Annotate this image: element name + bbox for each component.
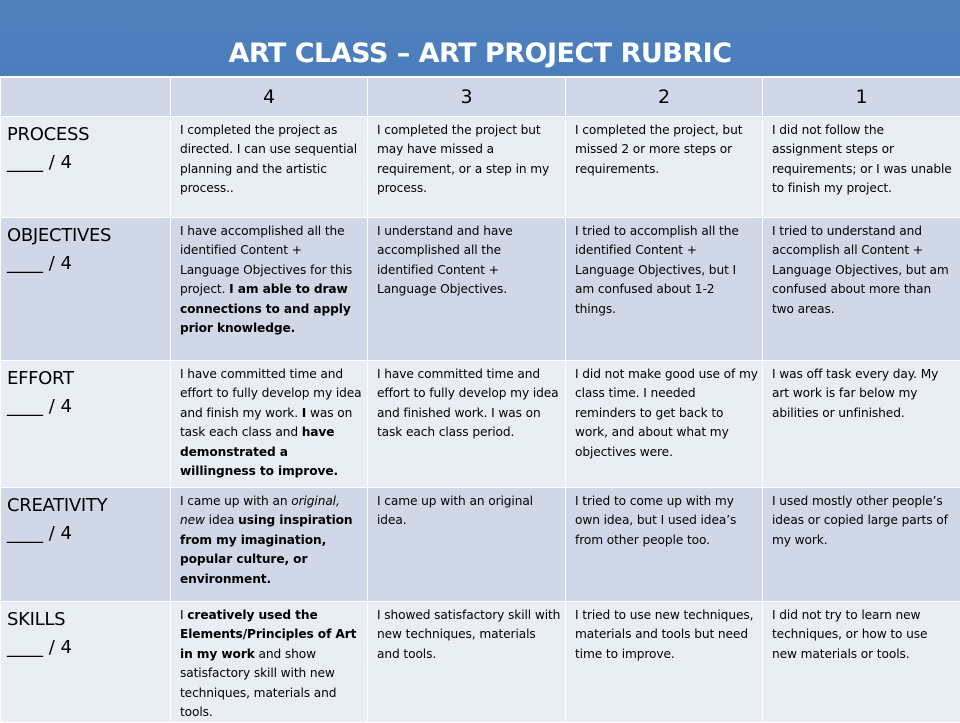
criterion-cell xyxy=(763,602,960,723)
criterion-text: I tried to come up with my own idea, but I used idea’s from other people too. xyxy=(575,494,736,547)
criterion-text: I tried to use new techniques, materials and tools but need time to improve. xyxy=(575,608,753,661)
criterion-text: I completed the project, but missed 2 or more steps or requirements. xyxy=(575,123,742,176)
criterion-text: have demonstrated a willingness to improve. xyxy=(180,425,338,478)
rubric-row-creativity xyxy=(1,488,960,602)
rubric-row-process xyxy=(1,117,960,218)
criterion-text: original, new xyxy=(180,494,340,527)
criterion-text: I xyxy=(302,406,306,420)
criterion-text: I am able to draw connections to and apply prior knowledge. xyxy=(180,282,351,335)
rubric-row-skills xyxy=(1,602,960,723)
criterion-cell xyxy=(763,488,960,602)
criterion-text: I completed the project but may have missed a requirement, or a step in my process. xyxy=(377,123,549,195)
criterion-text: I did not make good use of my class time. I needed reminders to get back to work, and about what my objectives were. xyxy=(575,367,758,459)
score-blank: ____ / 4 xyxy=(7,393,170,421)
score-blank: ____ / 4 xyxy=(7,149,170,177)
criterion-text: I have accomplished all the identified Content + Language Objectives for this project. xyxy=(180,224,352,296)
criterion-cell xyxy=(566,361,763,488)
criterion-text: I showed satisfactory skill with new techniques, materials and tools. xyxy=(377,608,560,661)
category-name: CREATIVITY xyxy=(7,492,170,520)
criterion-cell xyxy=(171,361,368,488)
criterion-cell xyxy=(566,602,763,723)
criterion-cell xyxy=(171,602,368,723)
header-empty xyxy=(1,78,171,117)
category-cell xyxy=(1,488,171,602)
category-cell xyxy=(1,117,171,218)
criterion-text: I have committed time and effort to fully develop my idea and finished work. I was on task each class period. xyxy=(377,367,559,439)
rubric-row-effort xyxy=(1,361,960,488)
criterion-cell xyxy=(763,117,960,218)
criterion-text: I completed the project as directed. I can use sequential planning and the artistic process.. xyxy=(180,123,357,195)
header-score-2: 2 xyxy=(566,78,763,117)
criterion-cell xyxy=(368,602,566,723)
category-cell xyxy=(1,361,171,488)
criterion-cell xyxy=(566,117,763,218)
criterion-text: I understand and have accomplished all the identified Content + Language Objectives. xyxy=(377,224,513,296)
category-name: PROCESS xyxy=(7,121,170,149)
score-blank: ____ / 4 xyxy=(7,250,170,278)
criterion-cell xyxy=(368,361,566,488)
score-blank: ____ / 4 xyxy=(7,520,170,548)
criterion-text: I came up with an xyxy=(180,494,291,508)
criterion-text: using inspiration from my imagination, popular culture, or environment. xyxy=(180,513,353,585)
criterion-cell xyxy=(171,488,368,602)
criterion-text: I was off task every day. My art work is far below my abilities or unfinished. xyxy=(772,367,938,420)
criterion-cell xyxy=(171,117,368,218)
criterion-text: was on task each class and xyxy=(180,406,352,439)
criterion-text: idea xyxy=(205,513,238,527)
category-cell xyxy=(1,602,171,723)
criterion-cell xyxy=(566,218,763,361)
category-name: OBJECTIVES xyxy=(7,222,170,250)
criterion-cell xyxy=(171,218,368,361)
criterion-cell xyxy=(763,218,960,361)
criterion-text: I xyxy=(180,608,187,622)
title-bar xyxy=(0,0,960,77)
criterion-text: I tried to understand and accomplish all Content + Language Objectives, but am confused about more than two areas. xyxy=(772,224,949,316)
header-score-4: 4 xyxy=(171,78,368,117)
criterion-cell xyxy=(763,361,960,488)
category-cell xyxy=(1,218,171,361)
header-score-1: 1 xyxy=(763,78,960,117)
score-blank: ____ / 4 xyxy=(7,634,170,662)
category-name: EFFORT xyxy=(7,365,170,393)
category-name: SKILLS xyxy=(7,606,170,634)
criterion-text: and show satisfactory skill with new techniques, materials and tools. xyxy=(180,647,336,719)
criterion-cell xyxy=(368,218,566,361)
criterion-text: I did not try to learn new techniques, or how to use new materials or tools. xyxy=(772,608,927,661)
rubric-row-objectives xyxy=(1,218,960,361)
page-title: ART CLASS – ART PROJECT RUBRIC xyxy=(0,38,960,70)
criterion-cell xyxy=(566,488,763,602)
criterion-cell xyxy=(368,117,566,218)
rubric-table xyxy=(0,77,960,723)
criterion-text: I have committed time and effort to fully develop my idea and finish my work. xyxy=(180,367,362,420)
criterion-text: I used mostly other people’s ideas or copied large parts of my work. xyxy=(772,494,948,547)
criterion-text: I tried to accomplish all the identified Content + Language Objectives, but I am confused about 1-2 things. xyxy=(575,224,739,316)
criterion-cell xyxy=(368,488,566,602)
score-header-row xyxy=(1,78,960,117)
criterion-text: I did not follow the assignment steps or requirements; or I was unable to finish my project. xyxy=(772,123,952,195)
header-score-3: 3 xyxy=(368,78,566,117)
criterion-text: I came up with an original idea. xyxy=(377,494,533,527)
criterion-text: creatively used the Elements/Principles of Art in my work xyxy=(180,608,356,661)
